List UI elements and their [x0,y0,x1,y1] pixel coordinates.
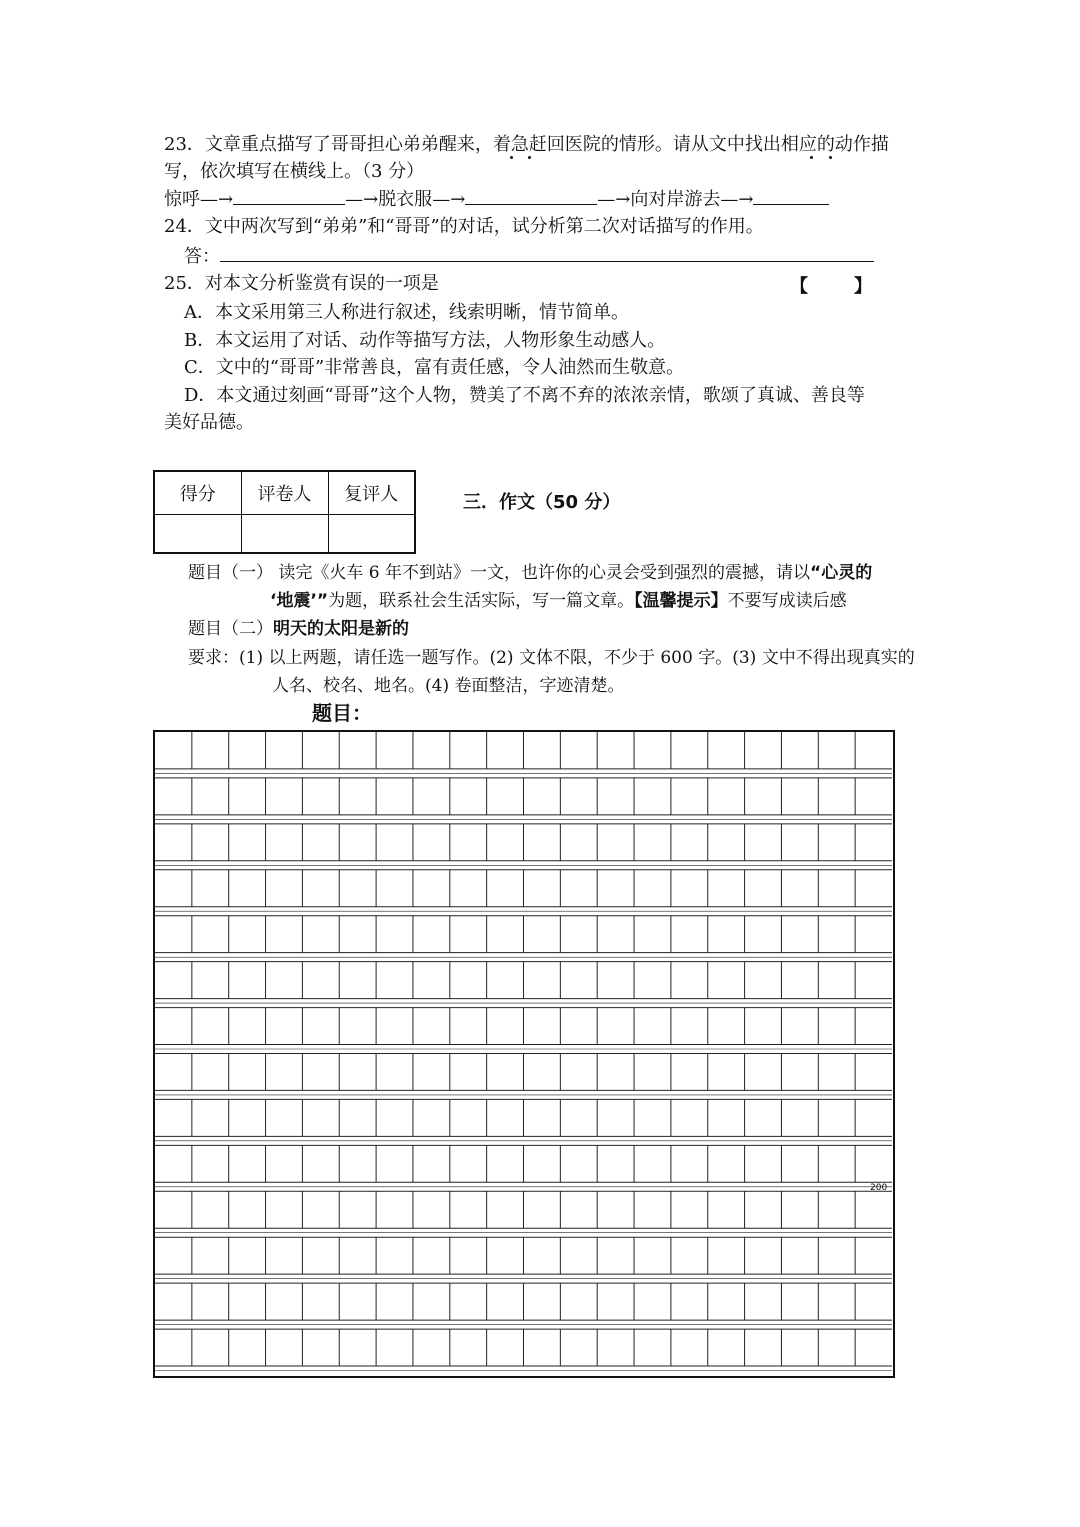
topic-1-prefix: 题目（一） 读完《火车 6 年不到站》一文，也许你的心灵会受到强烈的震撼，请以 [188,563,811,583]
option-c: C．文中的“哥哥”非常善良，富有责任感，令人油然而生敬意。 [184,357,685,378]
question-24: 24．文中两次写到“弟弟”和“哥哥”的对话，试分析第二次对话描写的作用。 [164,216,764,237]
score-cell[interactable] [154,515,241,554]
option-b: B．本文运用了对话、动作等描写方法，人物形象生动感人。 [184,330,666,351]
grader-cell[interactable] [241,515,328,554]
option-d-line2: 美好品德。 [164,412,254,433]
topic-1-suffix: 为题，联系社会生活实际，写一篇文章。 [328,591,635,611]
answer-bracket[interactable] [790,272,872,298]
arrow-icon: —→ [432,189,466,210]
emphasis-dot [810,156,813,159]
topic-1-title-part-a: “心灵的 [810,563,873,583]
topic-2-title: 明天的太阳是新的 [273,619,409,639]
essay-title-label: 题目： [312,701,372,725]
bracket-left: 【 [790,276,808,297]
step-2: 脱衣服 [378,189,433,210]
question-23-fill-row [164,186,829,213]
topic-1-line1 [188,560,872,586]
topic-1-line2 [270,588,847,614]
tip-label: 【温馨提示】 [634,591,728,611]
section-title: 三．作文（50 分） [463,492,621,513]
arrow-icon: —→ [597,189,631,210]
topic-2-prefix: 题目（二） [188,619,273,639]
emphasis-dot [528,156,531,159]
topic-2 [188,616,409,642]
grader-header: 评卷人 [241,471,328,515]
score-header: 得分 [154,471,241,515]
essay-grid-lines [155,732,892,1375]
essay-grid[interactable] [153,730,895,1378]
question-23-line1: 23．文章重点描写了哥哥担心弟弟醒来，着急赶回医院的情形。请从文中找出相应的动作描 [164,134,889,155]
reviewer-cell[interactable] [328,515,415,554]
step-3: 向对岸游去 [630,189,721,210]
tip-text: 不要写成读后感 [727,591,847,611]
answer-blank-3[interactable] [753,186,829,205]
answer-blank-1[interactable] [233,186,345,205]
topic-1-title-part-b: ‘地震’” [270,591,329,611]
answer-label: 答： [184,246,220,267]
option-d-line1: D．本文通过刻画“哥哥”这个人物，赞美了不离不弃的浓浓亲情，歌颂了真诚、善良等 [184,385,865,406]
step-1: 惊呼 [164,189,200,210]
arrow-icon: —→ [345,189,379,210]
question-25: 25．对本文分析鉴赏有误的一项是 [164,273,439,294]
reviewer-header: 复评人 [328,471,415,515]
arrow-icon: —→ [720,189,754,210]
word-count-mark: 200 [870,1183,888,1193]
requirements-line2: 人名、校名、地名。(4) 卷面整洁，字迹清楚。 [272,676,625,696]
emphasis-dot [510,156,513,159]
answer-blank-24[interactable] [220,243,874,262]
bracket-right: 】 [854,276,872,297]
question-23-line2: 写，依次填写在横线上。（3 分） [164,161,425,182]
score-table [153,470,416,554]
question-24-answer-row [184,243,874,270]
emphasis-dot [829,156,832,159]
answer-blank-2[interactable] [465,186,597,205]
requirements-line1: 要求：(1) 以上两题，请任选一题写作。(2) 文体不限，不少于 600 字。(3) 文中不得出现真实的 [188,648,915,668]
option-a: A．本文采用第三人称进行叙述，线索明晰，情节简单。 [184,302,629,323]
arrow-icon: —→ [200,189,234,210]
